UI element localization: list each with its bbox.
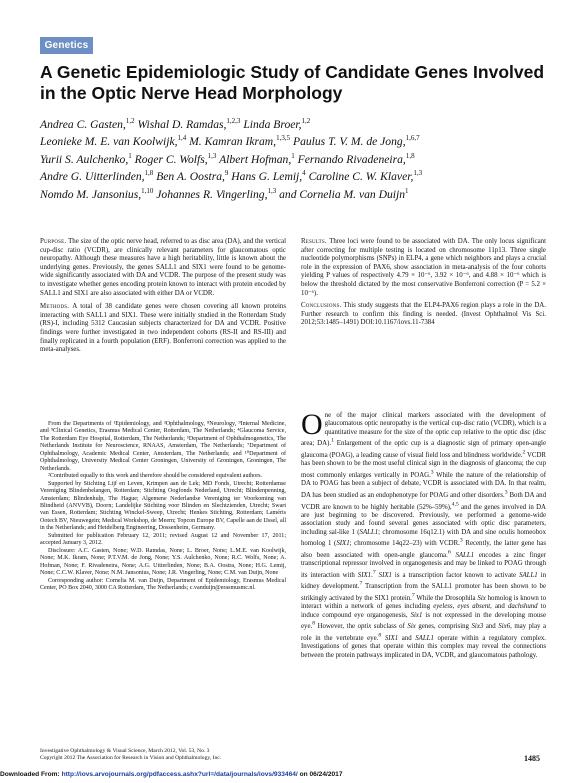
journal-footer <box>40 748 420 762</box>
disclosure-note: Disclosure: A.C. Gasten, None; W.D. Ramdas, None; L. Broer, None; L.M.E. van Koolwijk, None; M.K. Ikram, None; P.T.V.M. de Jong, None; Y.S. Aulchenko, None; R.C. Wolfs, None; A. Hofman, None; F. Rivadeneira, None; A.G. Uitterlinden, None; B.A. Oostra, None; H.G. Lemij, None; C.C.W. Klaver, None; N.M. Jansonius, None; J.R. Vingerling, None; C.M. van Duijn, None <box>40 547 286 577</box>
purpose-label: Purpose. <box>40 238 67 245</box>
corresponding-author: Corresponding author: Cornelia M. van Duijn, Department of Epidemiology, Erasmus Medical Center, PO Box 2040, 3000 CA Rotterdam, The Netherlands; c.vanduijn@erasmusmc.nl. <box>40 577 286 591</box>
contribution-note: ²Contributed equally to this work and therefore should be considered equivalent authors. <box>48 473 263 480</box>
affiliations: From the Departments of ¹Epidemiology, and ³Ophthalmology, ⁸Neurology, ⁹Internal Medicine, and ⁹Clinical Genetics, Erasmus Medical Center, Rotterdam, The Netherlands; ⁴Glaucoma Service, The Rotterdam Eye Hospital, Rotterdam, The Netherlands; ⁵Department of Ophthalmogenetics, The Netherlands Institute for Neuroscience, RNAAS, Amsterdam, The Netherlands; ⁷Department of Ophthalmology, Academic Medical Center, Amsterdam, The Netherlands; and ¹⁰Department of Ophthalmology, University Medical Center Groningen, University of Groningen, Groningen, The Netherlands. <box>40 421 286 472</box>
download-prefix: Downloaded From: <box>0 771 60 778</box>
download-url-link[interactable]: http://iovs.arvojournals.org/pdfaccess.ashx?url=/data/journals/iovs/933464/ <box>61 771 298 778</box>
abstract-left <box>40 238 286 355</box>
results-label: Results. <box>301 238 327 245</box>
download-date: on 06/24/2017 <box>299 771 343 778</box>
methods-label: Methods. <box>40 303 70 311</box>
purpose-text: The size of the optic nerve head, referred to as disc area (DA), and the vertical cup-disc ratio (VCDR), are clinically relevant parameters for glaucomatous optic neuropathy. Although these measures have a high heritability, little is known about the underlying genes. Previously, the genes SALL1 and SIX1 were found to be genome-wide significantly associated with DA and VCDR. The purpose of the present study was to investigate whether genes encoding protein known to interact with protein encoded by SALL1 and SIX1 are also associated with either DA or VCDR. <box>40 238 286 297</box>
conclusions-label: Conclusions. <box>301 302 342 310</box>
download-bar <box>0 770 585 783</box>
journal-citation: Investigative Ophthalmology & Visual Science, March 2012, Vol. 53, No. 3 <box>40 748 210 754</box>
results-text: Three loci were found to be associated with DA. The only locus significant after correcting for multiple testing is located on chromosome 11p13. Three single nucleotide polymorphisms (SNPs) in ELP4, a gene which neighbors and plays a crucial role in the expression of PAX6, show association in meta-analysis of the four cohorts yielding P values of respectively 4.79 × 10⁻⁶, 3.92 × 10⁻⁶, and 4.88 × 10⁻⁶ which is below the threshold dictated by the most conservative Bonferroni correction (P = 5.2 × 10⁻⁶). <box>301 238 546 297</box>
introduction <box>301 408 547 660</box>
abstract-right <box>301 238 546 328</box>
drop-cap: O <box>301 408 323 441</box>
submission-dates: Submitted for publication February 12, 2011; revised August 12 and November 17, 2011; accepted January 3, 2012. <box>40 532 286 547</box>
page-number: 1485 <box>524 754 540 763</box>
intro-text: ne of the major clinical markers associated with the development of glaucomatous optic neuropathy is the vertical cup-disc ratio (VCDR), which is a quantitative measure for the size of the optic cup relative to the optic disc (disc area; DA).$^1$ Enlargement of the optic cup is a diagnostic sign of primary open-angle glaucoma (POAG), a leading cause of visual field loss and blindness worldwide.$^2$ VCDR has been shown to be the most useful clinical sign in the diagnosis of glaucoma; the cup most commonly enlarges vertically in POAG.$^3$ While the nature of the relationship of DA to POAG has been a subject of debate, VCDR is associated with DA. In that realm, DA has been studied as an endophenotype for POAG and other disorders.$^3$ Both DA and VCDR are known to be highly heritable (52%–59%),$^{4,5}$ and the genes involved in DA are just beginning to be discovered. Previously, we performed a genome-wide association study and found several genes associated with optic disc parameters, including sal-like 1 (SALL1; chromosome 16q12.1) with DA and sine oculis homeobox homolog 1 (SIX1; chromosome 14q22–23) with VCDR.$^3$ Recently, the latter gene has also been associated with open-angle glaucoma.$^6$ SALL1 encodes a zinc finger transcriptional repressor involved in organogenesis and may be linked to POAG through its interaction with SIX1.$^7$ SIX1 is a transcription factor known to activate SALL1 in kidney development.$^7$ Transcription from the SALL1 promoter has been shown to be strikingly activated by the SIX1 protein.$^7$ While the Drosophila Six homolog is known to interact within a network of genes including eyeless, eyes absent, and dachshund to induce compound eye organogenesis, Six1 is not expressed in the developing mouse eye.$^8$ However, the optix subclass of Six genes, comprising Six3 and Six6, may play a role in the vertebrate eye.$^8$ SIX1 and SALL1 operate within a regulatory complex. Investigations of genes that operate within this complex may reveal the connections between the protein pathways implicated in DA, VCDR, and glaucomatous pathology. <box>301 412 547 659</box>
author-list: Andrea C. Gasten,$^{1,2}$ Wishal D. Ramdas,$^{1,2,3}$ Linda Broer,$^{1,2}$ Leonieke M. E. van Koolwijk,$^{1,4}$ M. Kamran Ikram,$^{1,3,5}$ Paulus T. V. M. de Jong,$^{1,6,7}$ Yurii S. Aulchenko,$^1$ Roger C. Wolfs,$^{1,3}$ Albert Hofman,$^1$ Fernando Rivadeneira,$^{1,8}$ Andre G. Uitterlinden,$^{1,8}$ Ben A. Oostra,$^9$ Hans G. Lemij,$^4$ Caroline C. W. Klaver,$^{1,3}$ Nomdo M. Jansonius,$^{1,10}$ Johannes R. Vingerling,$^{1,3}$ and Cornelia M. van Duijn$^1$ <box>40 117 423 201</box>
conclusions-text: This study suggests that the ELP4-PAX6 region plays a role in the DA. Further research to confirm this finding is needed. (Invest Ophthalmol Vis Sci. 2012;53:1485–1491) DOI:10.1167/iovs.11-7384 <box>301 302 546 327</box>
section-tag: Genetics <box>40 37 93 54</box>
article-title: A Genetic Epidemiologic Study of Candidate Genes Involved in the Optic Nerve Head Morphology <box>40 62 545 103</box>
methods-text: A total of 38 candidate genes were chosen covering all known proteins interacting with SALL1 and SIX1. These were initially studied in the Rotterdam Study (RS)-I, including 5312 Caucasian subjects characterized for DA and VCDR. Positive findings were further investigated in two independent cohorts (RS-II and RS-III) and finally replicated in a fourth population (ERF). Bonferroni correction was applied to the meta-analyses. <box>40 303 287 354</box>
front-matter-notes <box>40 421 286 592</box>
copyright-line: Copyright 2012 The Association for Research in Vision and Ophthalmology, Inc. <box>40 755 222 761</box>
funding-note: Supported by Stichting Lijf en Leven, Krimpen aan de Lek; MD Fonds, Utrecht; Rotterdamse Vereniging Blindenbelangen, Rotterdam; Stichting Oogfonds Nederland, Utrecht; Blindenpenning, Amsterdam; Blindenhulp, The Hague; Algemene Nederlandse Vereniging ter Voorkoming van Blindheid (ANVVB), Doorn; Landelijke Stichting voor Blinden en Slechtzienden, Utrecht; Swart van Essen, Rotterdam; Stichting Winckel-Sweep, Utrecht; Henkes Stichting, Rotterdam; Laméris Ootech BV, Nieuwegein; Medical Workshop, de Meern; Topcon Europe BV, Capelle aan de IJssel, all in the Netherlands; and Heidelberg Engineering, Dossenheim, Germany. <box>40 480 286 532</box>
